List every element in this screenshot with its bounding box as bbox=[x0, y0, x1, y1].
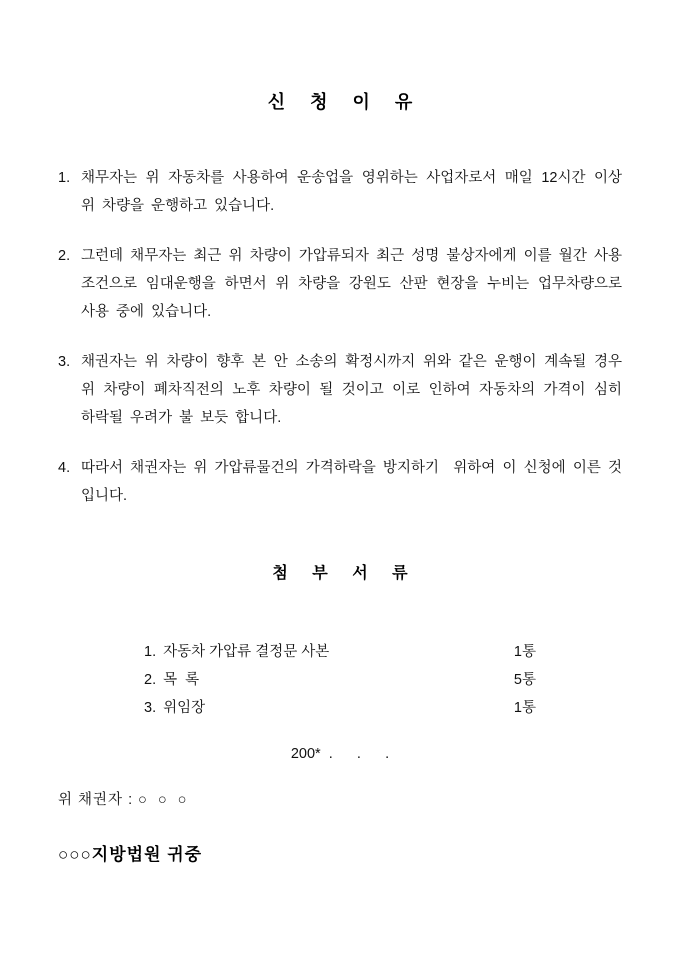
reason-text: 채무자는 위 자동차를 사용하여 운송업을 영위하는 사업자로서 매일 12시간 이상 위 차량을 운행하고 있습니다. bbox=[81, 170, 630, 214]
reason-text: 따라서 채권자는 위 가압류물건의 가격하락을 방지하기 위하여 이 신청에 이른 것입니다. bbox=[81, 460, 622, 504]
attachment-count: 1통 bbox=[513, 700, 536, 716]
attachments-title: 첨 부 서 류 bbox=[272, 565, 418, 582]
attachment-item-3 bbox=[144, 694, 536, 722]
attachment-count: 1통 bbox=[513, 644, 536, 660]
document-title: 신 청 이 유 bbox=[267, 92, 423, 112]
attachment-number: 2. bbox=[144, 672, 157, 688]
reason-item-4 bbox=[58, 454, 622, 510]
attachment-label: 위임장 bbox=[163, 700, 206, 716]
attachment-label: 자동차 가압류 결정문 사본 bbox=[163, 644, 330, 660]
reason-number: 1. bbox=[58, 170, 71, 186]
attachment-name bbox=[144, 666, 199, 694]
attachment-count: 5통 bbox=[513, 672, 536, 688]
attachment-number: 1. bbox=[144, 644, 157, 660]
attachment-label: 목 록 bbox=[163, 672, 200, 688]
court-address-line: ○○○지방법원 귀중 bbox=[58, 845, 203, 864]
reason-item-3 bbox=[58, 348, 630, 432]
reasons-list bbox=[58, 164, 630, 510]
reason-item-2 bbox=[58, 242, 630, 326]
attachment-item-2 bbox=[144, 666, 536, 694]
attachment-name bbox=[144, 694, 205, 722]
attachment-item-1 bbox=[144, 638, 536, 666]
reason-number: 4. bbox=[58, 460, 71, 476]
attachments-list bbox=[144, 638, 536, 722]
creditor-signature-line: 위 채권자 : ○ ○ ○ bbox=[58, 792, 188, 808]
attachment-name bbox=[144, 638, 329, 666]
attachment-number: 3. bbox=[144, 700, 157, 716]
reason-number: 2. bbox=[58, 248, 71, 264]
date-line: 200* . . . bbox=[290, 746, 390, 762]
reason-text: 그런데 채무자는 최근 위 차량이 가압류되자 최근 성명 불상자에게 이를 월간 사용 조건으로 임대운행을 하면서 위 차량을 강원도 산판 현장을 누비는 업무차량으로 사용 중에 있습니다. bbox=[81, 248, 630, 320]
reason-text: 채권자는 위 차량이 향후 본 안 소송의 확정시까지 위와 같은 운행이 계속될 경우 위 차량이 폐차직전의 노후 차량이 될 것이고 이로 인하여 자동차의 가격이 심히 하락될 우려가 불 보듯 합니다. bbox=[81, 354, 630, 426]
reason-number: 3. bbox=[58, 354, 71, 370]
reason-item-1 bbox=[58, 164, 630, 220]
